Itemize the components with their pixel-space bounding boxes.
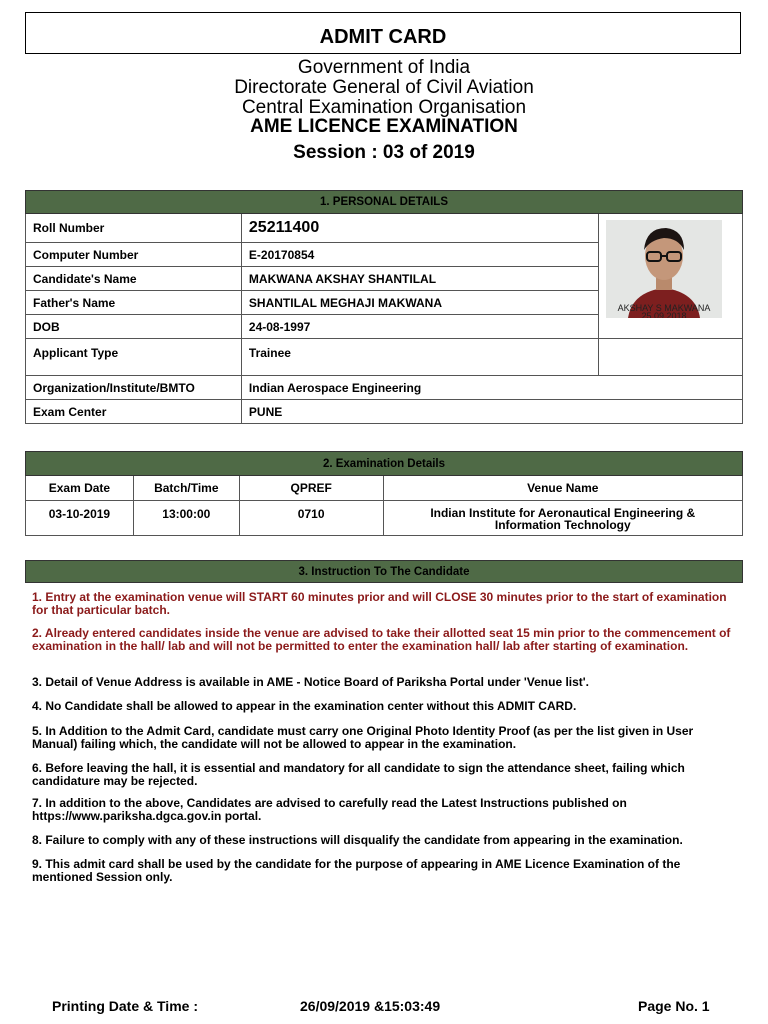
organization-label: Organization/Institute/BMTO <box>26 376 242 400</box>
photo-caption-name: AKSHAY S MAKWANA <box>617 303 711 313</box>
page-number: Page No. 1 <box>638 998 710 1014</box>
exam-center-label: Exam Center <box>26 400 242 424</box>
header-ceo: Central Examination Organisation <box>241 97 527 118</box>
header-exam-name: AME LICENCE EXAMINATION <box>250 116 518 137</box>
batch-time-header: Batch/Time <box>133 476 239 501</box>
dob-value: 24-08-1997 <box>241 315 598 339</box>
instruction-8: 8. Failure to comply with any of these instructions will disqualify the candidate from appearing in the examination. <box>32 833 683 847</box>
instruction-5: 5. In Addition to the Admit Card, candidate must carry one Original Photo Identity Proof (as per the list given in User Manual) failing which, the candidate will not be allowed to appear in the examination. <box>32 724 694 751</box>
dob-label: DOB <box>26 315 242 339</box>
printing-date-value: 26/09/2019 &15:03:49 <box>300 998 441 1014</box>
father-name-value: SHANTILAL MEGHAJI MAKWANA <box>241 291 598 315</box>
venue-name-value: Indian Institute for Aeronautical Engineering & Information Technology <box>383 501 742 536</box>
venue-name-header: Venue Name <box>383 476 742 501</box>
exam-date-value: 03-10-2019 <box>26 501 134 536</box>
instructions-header: 3. Instruction To The Candidate <box>25 560 743 583</box>
exam-details-header: 2. Examination Details <box>26 452 743 476</box>
applicant-type-label: Applicant Type <box>26 339 242 376</box>
header-government: Government of India <box>297 57 471 78</box>
qpref-value: 0710 <box>239 501 383 536</box>
printing-date-label: Printing Date & Time : <box>52 998 198 1014</box>
exam-details-table <box>25 451 743 536</box>
candidate-photo <box>606 220 722 318</box>
organization-value: Indian Aerospace Engineering <box>241 376 742 400</box>
computer-number-value: E-20170854 <box>241 243 598 267</box>
candidate-name-value: MAKWANA AKSHAY SHANTILAL <box>241 267 598 291</box>
signature-cell <box>599 339 743 376</box>
personal-details-header: 1. PERSONAL DETAILS <box>26 191 743 214</box>
header-session: Session : 03 of 2019 <box>293 142 475 163</box>
instruction-2: 2. Already entered candidates inside the venue are advised to take their allotted seat 15 min prior to the commencement of examination in the hall/ lab and will not be permitted to enter the examination hall/ lab after starting of examination. <box>32 626 731 653</box>
computer-number-label: Computer Number <box>26 243 242 267</box>
photo-caption-date: 25.09.2018 <box>641 311 687 318</box>
roll-number-label: Roll Number <box>26 214 242 243</box>
instruction-1: 1. Entry at the examination venue will START 60 minutes prior and will CLOSE 30 minutes prior to the start of examination for that particular batch. <box>32 590 727 617</box>
instruction-6: 6. Before leaving the hall, it is essential and mandatory for all candidate to sign the attendance sheet, failing which candidature may be rejected. <box>32 761 685 788</box>
roll-number-value: 25211400 <box>241 214 598 243</box>
instruction-4: 4. No Candidate shall be allowed to appear in the examination center without this ADMIT CARD. <box>32 699 577 713</box>
admit-card-title: ADMIT CARD <box>25 12 741 54</box>
instruction-9: 9. This admit card shall be used by the candidate for the purpose of appearing in AME Licence Examination of the mentioned Session only. <box>32 857 681 884</box>
exam-center-value: PUNE <box>241 400 742 424</box>
instruction-7: 7. In addition to the above, Candidates are advised to carefully read the Latest Instructions published on https://www.pariksha.dgca.gov.in portal. <box>32 796 627 823</box>
applicant-type-value: Trainee <box>241 339 598 376</box>
header-dgca: Directorate General of Civil Aviation <box>234 77 534 98</box>
qpref-header: QPREF <box>239 476 383 501</box>
candidate-name-label: Candidate's Name <box>26 267 242 291</box>
instruction-3: 3. Detail of Venue Address is available in AME - Notice Board of Pariksha Portal under 'Venue list'. <box>32 675 589 689</box>
father-name-label: Father's Name <box>26 291 242 315</box>
exam-date-header: Exam Date <box>26 476 134 501</box>
batch-time-value: 13:00:00 <box>133 501 239 536</box>
